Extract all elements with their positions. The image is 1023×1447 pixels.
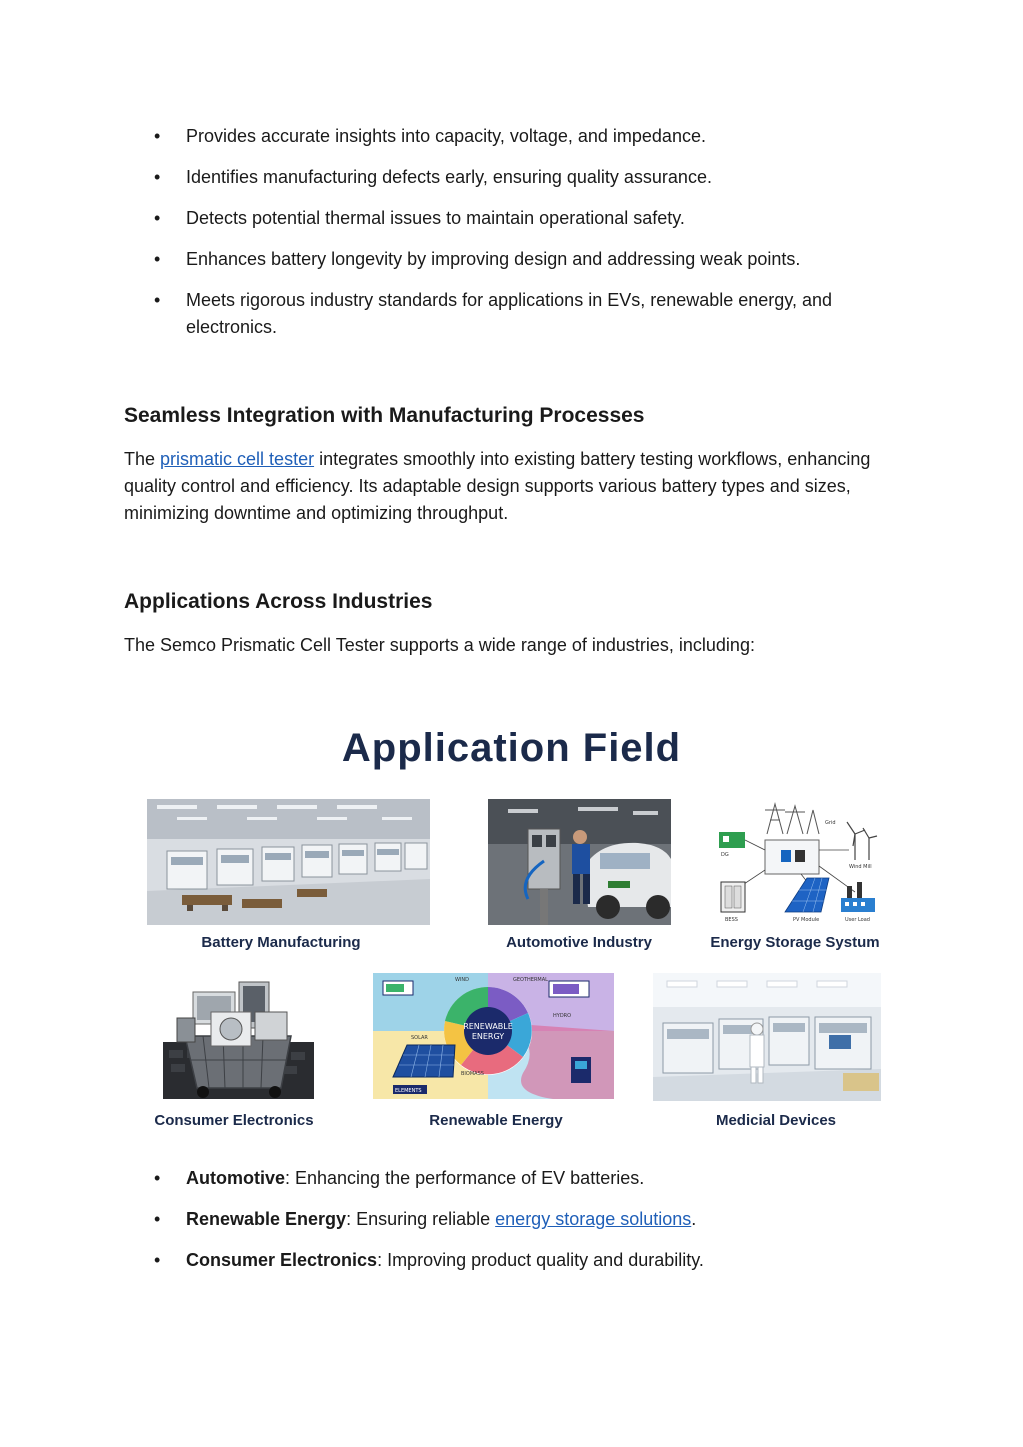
list-item-term: Renewable Energy: [186, 1209, 347, 1229]
energy-storage-solutions-link[interactable]: energy storage solutions: [495, 1209, 692, 1229]
bess-label: BESS: [725, 917, 738, 923]
list-item: • Detects potential thermal issues to maintain operational safety.: [124, 205, 904, 232]
battery-manufacturing-image: [147, 799, 430, 925]
applications-intro: The Semco Prismatic Cell Tester supports a wide range of industries, including:: [124, 635, 755, 655]
hydro-label: HYDRO: [553, 1013, 572, 1019]
medical-devices-image: [653, 973, 881, 1101]
industries-list: [124, 1165, 904, 1288]
benefits-list: [124, 123, 904, 355]
integration-paragraph: [124, 446, 904, 527]
integration-text-start: The: [124, 449, 161, 469]
figure-title: Application Field: [341, 726, 682, 770]
list-item: [124, 1165, 904, 1192]
user-load-label: User Load: [845, 917, 870, 923]
list-item: • Provides accurate insights into capacity, voltage, and impedance.: [124, 123, 904, 150]
integration-heading: Seamless Integration with Manufacturing Processes: [124, 404, 645, 427]
applications-heading: Applications Across Industries: [124, 590, 433, 613]
renewable-energy-infographic: [373, 973, 614, 1099]
energy-storage-caption: Energy Storage Systum: [710, 934, 880, 951]
list-item: • Enhances battery longevity by improving design and addressing weak points.: [124, 246, 904, 273]
list-item-text: : Enhancing the performance of EV batteries.: [285, 1168, 645, 1188]
battery-manufacturing-caption: Battery Manufacturing: [201, 934, 361, 951]
renewable-energy-caption: Renewable Energy: [429, 1112, 563, 1129]
consumer-electronics-image: [163, 972, 314, 1099]
prismatic-cell-tester-link[interactable]: prismatic cell tester: [160, 449, 315, 469]
wind-label: WIND: [455, 977, 470, 983]
list-item-term: Consumer Electronics: [186, 1250, 378, 1270]
consumer-electronics-caption: Consumer Electronics: [154, 1112, 314, 1129]
list-item: [124, 1247, 904, 1274]
renewable-center-line1: RENEWABLE: [463, 1022, 513, 1031]
list-item: [124, 1206, 904, 1233]
list-item-text: : Improving product quality and durability.: [377, 1250, 704, 1270]
biomass-label: BIOMASS: [461, 1071, 484, 1077]
solar-label: SOLAR: [411, 1035, 428, 1041]
integration-text-end: integrates smoothly into existing battery testing workflows, enhancing quality control and efficiency. Its adaptable design supports various battery types and sizes, minimizing downtime and optimizing throughput.: [124, 449, 871, 523]
list-item: • Identifies manufacturing defects early, ensuring quality assurance.: [124, 164, 904, 191]
elements-label: ELEMENTS: [395, 1088, 422, 1094]
automotive-industry-image: [488, 799, 671, 925]
list-item-text: : Ensuring reliable: [346, 1209, 496, 1229]
wind-mill-label: Wind Mill: [849, 864, 872, 870]
medical-devices-caption: Medicial Devices: [715, 1112, 837, 1129]
energy-storage-diagram: [715, 800, 880, 924]
grid-label: Grid: [825, 820, 836, 826]
pv-module-label: PV Module: [793, 917, 820, 923]
list-item-term: Automotive: [186, 1168, 285, 1188]
svg-text:DG: DG: [721, 852, 729, 858]
geothermal-label: GEOTHERMAL: [513, 977, 548, 983]
automotive-industry-caption: Automotive Industry: [506, 934, 652, 951]
renewable-center-line2: ENERGY: [471, 1032, 505, 1041]
list-item: • Meets rigorous industry standards for applications in EVs, renewable energy, and electronics.: [124, 287, 904, 341]
list-item-text-end: .: [691, 1209, 697, 1229]
